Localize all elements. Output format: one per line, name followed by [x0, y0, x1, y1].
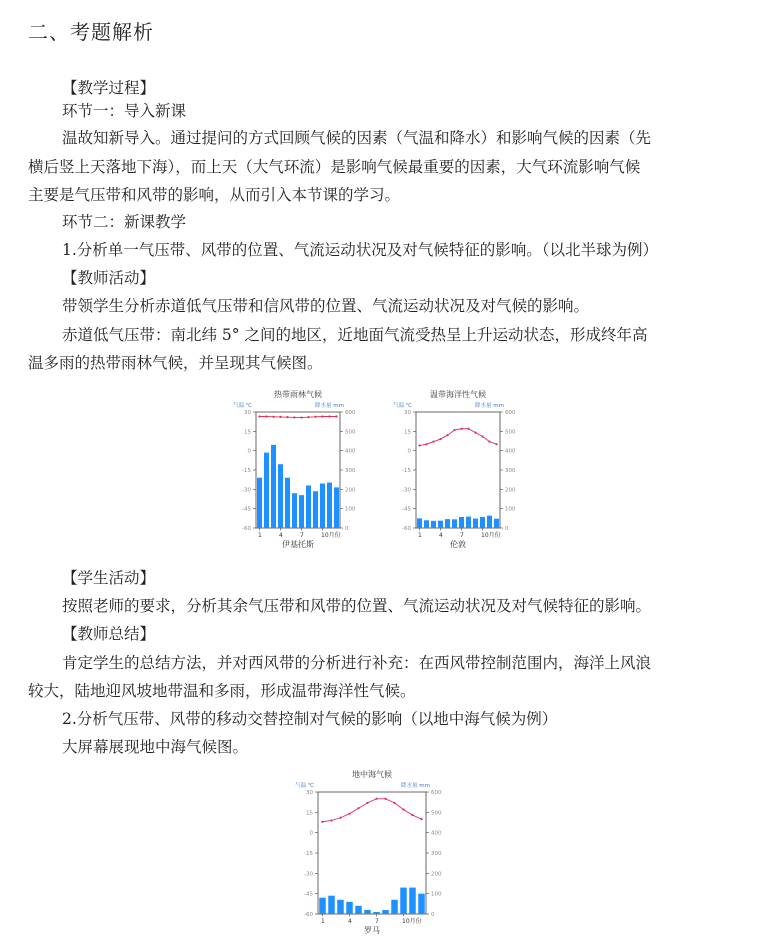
precipitation-bar — [264, 453, 269, 528]
temperature-point — [265, 415, 267, 417]
temperature-point — [474, 432, 476, 434]
precipitation-tick-label: 100 — [345, 506, 356, 513]
precipitation-tick-label: 500 — [505, 429, 516, 436]
chart-title: 热带雨林气候 — [274, 390, 322, 399]
precipitation-bar — [337, 900, 343, 914]
month-tick-label: 10月份 — [321, 532, 341, 539]
temperature-axis-label: 气温 ℃ — [393, 403, 412, 409]
temperature-point — [420, 818, 422, 820]
precipitation-tick-label: 0 — [431, 912, 435, 918]
precipitation-bar — [334, 487, 339, 528]
precipitation-bar — [459, 517, 464, 528]
precipitation-axis-label: 降水量 mm — [401, 783, 430, 789]
precipitation-tick-label: 600 — [505, 410, 516, 416]
precipitation-bar — [373, 912, 379, 914]
temperature-tick-label: 0 — [309, 830, 313, 837]
temperature-point — [393, 802, 395, 804]
precipitation-axis-label: 降水量 mm — [315, 403, 344, 409]
temperature-point — [321, 821, 323, 823]
precipitation-tick-label: 100 — [431, 891, 442, 898]
precipitation-bar — [466, 517, 471, 528]
precipitation-tick-label: 300 — [345, 468, 356, 474]
temperature-point — [330, 819, 332, 821]
precipitation-bar — [417, 518, 422, 528]
month-tick-label: 4 — [348, 918, 352, 925]
month-tick-label: 4 — [439, 532, 443, 539]
precipitation-bar — [292, 493, 297, 528]
month-tick-label: 1 — [258, 532, 262, 539]
temperature-point — [446, 434, 448, 436]
temperature-point — [418, 444, 420, 446]
paragraph-line: 肯定学生的总结方法，并对西风带的分析进行补充：在西风带控制范围内，海洋上风浪 — [62, 654, 652, 672]
temperature-point — [258, 415, 260, 417]
temperature-tick-label: 15 — [404, 429, 411, 436]
temperature-point — [375, 798, 377, 800]
temperature-point — [481, 435, 483, 437]
location-label: 伊基托斯 — [282, 540, 314, 549]
temperature-point — [432, 441, 434, 443]
chart-title: 地中海气候 — [352, 770, 392, 779]
temperature-axis-label: 气温 ℃ — [233, 403, 252, 409]
precipitation-bar — [473, 519, 478, 528]
precipitation-bar — [391, 900, 397, 914]
location-label: 罗马 — [364, 926, 380, 935]
temperature-point — [366, 802, 368, 804]
precipitation-bar — [445, 519, 450, 528]
temperature-tick-label: 30 — [306, 790, 313, 796]
paragraph-line: 1.分析单一气压带、风带的位置、气流运动状况及对气候特征的影响。（以北半球为例） — [62, 241, 659, 259]
precipitation-tick-label: 500 — [345, 429, 356, 436]
temperature-tick-label: -15 — [242, 468, 251, 474]
paragraph-line: 温多雨的热带雨林气候，并呈现其气候图。 — [28, 354, 323, 372]
precipitation-bar — [487, 516, 492, 528]
precipitation-bar — [328, 896, 334, 914]
precipitation-bar — [320, 484, 325, 528]
chart-tropical-rainforest — [230, 388, 358, 556]
precipitation-bar — [431, 521, 436, 528]
precipitation-tick-label: 0 — [505, 526, 509, 532]
precipitation-tick-label: 0 — [345, 526, 349, 532]
month-tick-label: 4 — [279, 532, 283, 539]
temperature-line — [260, 417, 337, 418]
precipitation-bar — [346, 902, 352, 914]
precipitation-bar — [364, 910, 370, 914]
heading-teacher-summary: 【教师总结】 — [62, 625, 156, 643]
temperature-tick-label: -45 — [242, 506, 251, 513]
temperature-tick-label: -15 — [402, 468, 411, 474]
precipitation-bar — [299, 495, 304, 528]
precipitation-bar — [424, 520, 429, 528]
temperature-point — [321, 415, 323, 417]
temperature-tick-label: 15 — [306, 810, 313, 817]
month-tick-label: 7 — [460, 532, 464, 539]
temperature-tick-label: -60 — [402, 526, 411, 532]
temperature-point — [384, 798, 386, 800]
month-tick-label: 1 — [321, 918, 325, 925]
temperature-point — [467, 428, 469, 430]
precipitation-bar — [313, 491, 318, 528]
precipitation-bar — [278, 464, 283, 528]
temperature-point — [357, 807, 359, 809]
precipitation-tick-label: 500 — [431, 810, 442, 817]
section-title: 二、考题解析 — [28, 20, 154, 44]
precipitation-bar — [494, 519, 499, 528]
month-tick-label: 1 — [418, 532, 422, 539]
precipitation-tick-label: 100 — [505, 506, 516, 513]
temperature-tick-label: 30 — [244, 410, 251, 416]
temperature-point — [286, 416, 288, 418]
stage-two-title: 环节二：新课教学 — [62, 213, 187, 231]
temperature-tick-label: -60 — [242, 526, 251, 532]
precipitation-axis-label: 降水量 mm — [475, 403, 504, 409]
temperature-point — [411, 814, 413, 816]
precipitation-bar — [480, 517, 485, 528]
temperature-tick-label: -60 — [304, 912, 313, 918]
precipitation-tick-label: 200 — [505, 487, 516, 494]
temperature-point — [460, 428, 462, 430]
temperature-tick-label: -15 — [304, 851, 313, 857]
climate-chart-svg — [230, 388, 358, 556]
temperature-point — [293, 416, 295, 418]
temperature-line — [420, 429, 497, 446]
precipitation-bar — [418, 894, 424, 914]
precipitation-tick-label: 300 — [505, 468, 516, 474]
precipitation-tick-label: 200 — [431, 871, 442, 878]
precipitation-bar — [271, 445, 276, 528]
precipitation-tick-label: 600 — [345, 410, 356, 416]
precipitation-bar — [409, 888, 415, 914]
temperature-point — [495, 443, 497, 445]
temperature-point — [272, 416, 274, 418]
precipitation-bar — [257, 478, 262, 528]
temperature-tick-label: -45 — [402, 506, 411, 513]
precipitation-bar — [400, 888, 406, 914]
heading-teacher-activity: 【教师活动】 — [62, 269, 156, 287]
precipitation-bar — [285, 478, 290, 528]
paragraph-line: 大屏幕展现地中海气候图。 — [62, 738, 249, 756]
paragraph-line: 赤道低气压带：南北纬 5° 之间的地区，近地面气流受热呈上升运动状态，形成终年高 — [62, 326, 648, 344]
paragraph-line: 2.分析气压带、风带的移动交替控制对气候的影响（以地中海气候为例） — [62, 710, 558, 728]
chart-mediterranean — [292, 768, 442, 938]
temperature-point — [307, 416, 309, 418]
heading-teaching-process: 【教学过程】 — [62, 79, 156, 97]
temperature-point — [300, 416, 302, 418]
temperature-point — [425, 443, 427, 445]
temperature-point — [314, 416, 316, 418]
temperature-tick-label: 30 — [404, 410, 411, 416]
temperature-tick-label: 15 — [244, 429, 251, 436]
temperature-line — [323, 799, 422, 822]
stage-one-title: 环节一：导入新课 — [62, 102, 187, 120]
precipitation-tick-label: 400 — [505, 448, 516, 455]
precipitation-bar — [306, 485, 311, 528]
temperature-point — [488, 441, 490, 443]
month-tick-label: 10月份 — [481, 532, 501, 539]
month-tick-label: 7 — [300, 532, 304, 539]
temperature-point — [335, 415, 337, 417]
precipitation-tick-label: 200 — [345, 487, 356, 494]
temperature-tick-label: 0 — [247, 448, 251, 455]
temperature-point — [328, 415, 330, 417]
paragraph-line: 按照老师的要求，分析其余气压带和风带的位置、气流运动状况及对气候特征的影响。 — [62, 597, 652, 615]
precipitation-tick-label: 600 — [431, 790, 442, 796]
precipitation-bar — [319, 898, 325, 914]
precipitation-tick-label: 400 — [345, 448, 356, 455]
heading-student-activity: 【学生活动】 — [62, 569, 156, 587]
temperature-tick-label: -30 — [402, 487, 411, 494]
temperature-tick-label: -30 — [304, 871, 313, 878]
paragraph-line: 带领学生分析赤道低气压带和信风带的位置、气流运动状况及对气候的影响。 — [62, 297, 590, 315]
temperature-point — [279, 416, 281, 418]
precipitation-tick-label: 400 — [431, 830, 442, 837]
temperature-point — [439, 438, 441, 440]
temperature-tick-label: 0 — [407, 448, 411, 455]
month-tick-label: 10月份 — [402, 918, 422, 925]
precipitation-bar — [438, 521, 443, 528]
paragraph-line: 横后竖上天落地下海），而上天（大气环流）是影响气候最重要的因素，大气环流影响气候 — [28, 158, 641, 176]
temperature-axis-label: 气温 ℃ — [295, 783, 314, 789]
precipitation-bar — [327, 483, 332, 528]
temperature-tick-label: -45 — [304, 891, 313, 898]
temperature-point — [453, 429, 455, 431]
chart-temperate-maritime — [390, 388, 518, 556]
temperature-point — [348, 813, 350, 815]
precipitation-bar — [382, 910, 388, 914]
precipitation-bar — [452, 519, 457, 528]
temperature-point — [339, 817, 341, 819]
location-label: 伦敦 — [450, 540, 466, 549]
chart-title: 温带海洋性气候 — [430, 390, 486, 399]
paragraph-line: 主要是气压带和风带的影响，从而引入本节课的学习。 — [28, 186, 401, 204]
precipitation-bar — [355, 906, 361, 914]
precipitation-tick-label: 300 — [431, 851, 442, 857]
climate-chart-svg — [390, 388, 518, 556]
temperature-point — [402, 809, 404, 811]
paragraph-line: 温故知新导入。通过提问的方式回顾气候的因素（气温和降水）和影响气候的因素（先 — [62, 129, 652, 147]
paragraph-line: 较大，陆地迎风坡地带温和多雨，形成温带海洋性气候。 — [28, 682, 416, 700]
temperature-tick-label: -30 — [242, 487, 251, 494]
month-tick-label: 7 — [375, 918, 379, 925]
climate-chart-svg — [292, 768, 442, 938]
